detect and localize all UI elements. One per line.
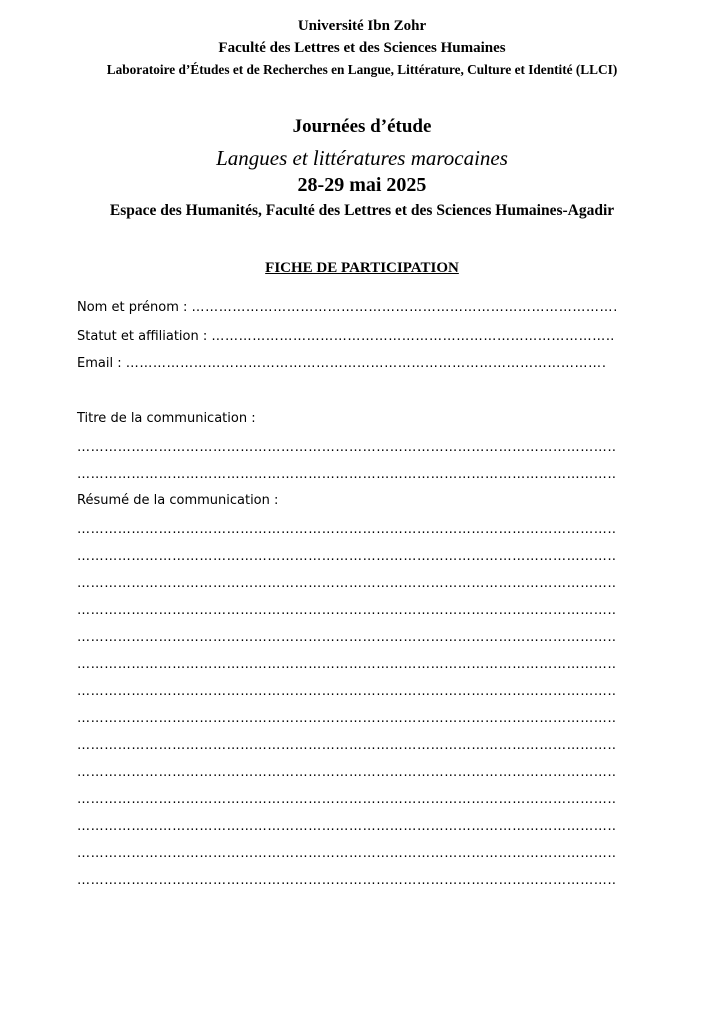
email-label: Email :: [77, 356, 126, 371]
summary-input-line[interactable]: [77, 522, 615, 538]
summary-input-line[interactable]: [77, 549, 615, 565]
title-input-line[interactable]: [77, 440, 615, 456]
event-theme: Langues et littératures marocaines: [216, 146, 508, 170]
email-input-line[interactable]: [126, 356, 607, 371]
university-name: Université Ibn Zohr: [297, 18, 427, 34]
summary-input-line[interactable]: [77, 792, 615, 808]
title-section-label: Titre de la communication :: [77, 411, 256, 426]
summary-input-line[interactable]: [77, 603, 615, 619]
summary-input-line[interactable]: [77, 576, 615, 592]
name-label: Nom et prénom :: [77, 300, 192, 315]
summary-input-line[interactable]: [77, 846, 615, 862]
laboratory-name: Laboratoire d’Études et de Recherches en Langue, Littérature, Culture et Identité (LLCI): [106, 62, 618, 77]
summary-input-line[interactable]: [77, 684, 615, 700]
faculty-name: Faculté des Lettres et des Sciences Humaines: [218, 40, 506, 56]
summary-input-line[interactable]: [77, 738, 615, 754]
summary-section-label: Résumé de la communication :: [77, 493, 279, 508]
status-input-line[interactable]: [211, 329, 613, 344]
event-type: Journées d’étude: [292, 116, 432, 137]
email-field[interactable]: [77, 356, 607, 371]
summary-input-line[interactable]: [77, 711, 615, 727]
summary-input-line[interactable]: [77, 630, 615, 646]
title-input-line[interactable]: [77, 467, 615, 483]
name-input-line[interactable]: [192, 300, 617, 315]
status-label: Statut et affiliation :: [77, 329, 212, 344]
form-title: FICHE DE PARTICIPATION: [265, 260, 459, 276]
event-dates: 28-29 mai 2025: [297, 174, 427, 196]
summary-input-line[interactable]: [77, 657, 615, 673]
summary-input-line[interactable]: [77, 873, 615, 889]
name-field[interactable]: [77, 300, 617, 315]
status-field[interactable]: [77, 329, 613, 344]
summary-input-line[interactable]: [77, 765, 615, 781]
summary-input-line[interactable]: [77, 819, 615, 835]
event-venue: Espace des Humanités, Faculté des Lettres et des Sciences Humaines-Agadir: [109, 202, 615, 219]
